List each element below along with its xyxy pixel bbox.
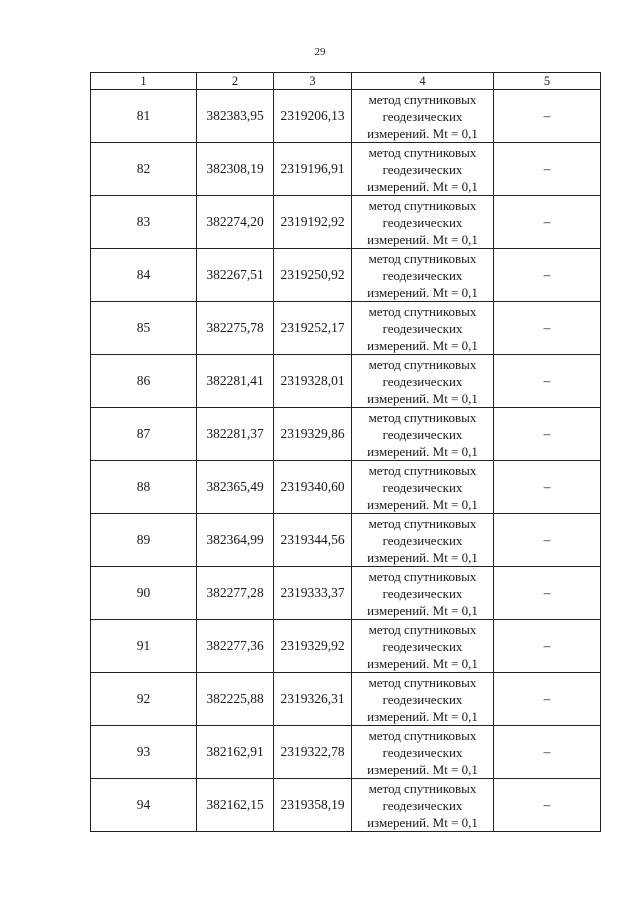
accuracy-cell: – [494,514,601,567]
accuracy-cell: – [494,673,601,726]
method-line: геодезических [382,744,463,760]
method-line: измерений. Mt = 0,1 [367,284,478,300]
header-cell-4: 4 [352,73,494,90]
table-row [91,461,601,514]
method-line: метод спутниковых [368,515,477,531]
method-cell [352,779,494,832]
coordinates-table [90,72,601,832]
method-line: метод спутниковых [368,568,477,584]
method-cell [352,620,494,673]
table-row [91,249,601,302]
method-line: геодезических [382,426,463,442]
x-coordinate-cell: 382274,20 [197,196,274,249]
y-coordinate-cell: 2319358,19 [274,779,352,832]
point-number-cell: 88 [91,461,197,514]
method-line: измерений. Mt = 0,1 [367,231,478,247]
method-line: метод спутниковых [368,356,477,372]
point-number-cell: 81 [91,90,197,143]
point-number-cell: 89 [91,514,197,567]
accuracy-cell: – [494,567,601,620]
x-coordinate-cell: 382383,95 [197,90,274,143]
point-number-cell: 84 [91,249,197,302]
table-body [91,90,601,832]
method-line: измерений. Mt = 0,1 [367,337,478,353]
method-line: геодезических [382,161,463,177]
method-cell [352,302,494,355]
table-row [91,90,601,143]
method-line: геодезических [382,214,463,230]
accuracy-cell: – [494,779,601,832]
header-cell-5: 5 [494,73,601,90]
method-cell [352,355,494,408]
y-coordinate-cell: 2319329,86 [274,408,352,461]
x-coordinate-cell: 382281,37 [197,408,274,461]
method-line: метод спутниковых [368,250,477,266]
accuracy-cell: – [494,249,601,302]
header-cell-2: 2 [197,73,274,90]
y-coordinate-cell: 2319206,13 [274,90,352,143]
x-coordinate-cell: 382277,28 [197,567,274,620]
table-row [91,673,601,726]
method-line: измерений. Mt = 0,1 [367,761,478,777]
y-coordinate-cell: 2319333,37 [274,567,352,620]
method-line: измерений. Mt = 0,1 [367,602,478,618]
accuracy-cell: – [494,461,601,514]
method-line: метод спутниковых [368,462,477,478]
point-number-cell: 85 [91,302,197,355]
method-line: измерений. Mt = 0,1 [367,125,478,141]
method-line: геодезических [382,532,463,548]
method-cell [352,461,494,514]
table-row [91,779,601,832]
method-line: измерений. Mt = 0,1 [367,549,478,565]
x-coordinate-cell: 382281,41 [197,355,274,408]
point-number-cell: 82 [91,143,197,196]
x-coordinate-cell: 382225,88 [197,673,274,726]
method-line: метод спутниковых [368,144,477,160]
y-coordinate-cell: 2319322,78 [274,726,352,779]
y-coordinate-cell: 2319250,92 [274,249,352,302]
point-number-cell: 94 [91,779,197,832]
x-coordinate-cell: 382308,19 [197,143,274,196]
y-coordinate-cell: 2319196,91 [274,143,352,196]
x-coordinate-cell: 382277,36 [197,620,274,673]
method-line: метод спутниковых [368,303,477,319]
method-cell [352,726,494,779]
method-line: геодезических [382,479,463,495]
x-coordinate-cell: 382275,78 [197,302,274,355]
accuracy-cell: – [494,620,601,673]
method-cell [352,408,494,461]
method-line: геодезических [382,585,463,601]
method-line: измерений. Mt = 0,1 [367,178,478,194]
accuracy-cell: – [494,408,601,461]
table-row [91,143,601,196]
y-coordinate-cell: 2319326,31 [274,673,352,726]
method-line: геодезических [382,638,463,654]
table-row [91,408,601,461]
accuracy-cell: – [494,726,601,779]
accuracy-cell: – [494,143,601,196]
table-header-row [91,73,601,90]
method-cell [352,249,494,302]
method-cell [352,567,494,620]
y-coordinate-cell: 2319192,92 [274,196,352,249]
method-line: геодезических [382,108,463,124]
point-number-cell: 87 [91,408,197,461]
method-line: метод спутниковых [368,621,477,637]
point-number-cell: 91 [91,620,197,673]
method-line: измерений. Mt = 0,1 [367,496,478,512]
y-coordinate-cell: 2319340,60 [274,461,352,514]
table-row [91,567,601,620]
method-line: измерений. Mt = 0,1 [367,814,478,830]
header-cell-1: 1 [91,73,197,90]
method-cell [352,143,494,196]
point-number-cell: 93 [91,726,197,779]
method-line: метод спутниковых [368,91,477,107]
method-line: метод спутниковых [368,780,477,796]
method-line: геодезических [382,797,463,813]
table-row [91,514,601,567]
method-line: геодезических [382,320,463,336]
accuracy-cell: – [494,90,601,143]
x-coordinate-cell: 382364,99 [197,514,274,567]
x-coordinate-cell: 382162,15 [197,779,274,832]
point-number-cell: 90 [91,567,197,620]
header-cell-3: 3 [274,73,352,90]
method-line: измерений. Mt = 0,1 [367,390,478,406]
method-cell [352,90,494,143]
table-row [91,726,601,779]
accuracy-cell: – [494,196,601,249]
method-line: метод спутниковых [368,674,477,690]
y-coordinate-cell: 2319344,56 [274,514,352,567]
table-row [91,620,601,673]
method-cell [352,514,494,567]
accuracy-cell: – [494,355,601,408]
y-coordinate-cell: 2319329,92 [274,620,352,673]
method-line: геодезических [382,267,463,283]
method-line: метод спутниковых [368,197,477,213]
table-row [91,302,601,355]
point-number-cell: 83 [91,196,197,249]
method-line: геодезических [382,691,463,707]
method-line: метод спутниковых [368,727,477,743]
point-number-cell: 92 [91,673,197,726]
accuracy-cell: – [494,302,601,355]
x-coordinate-cell: 382162,91 [197,726,274,779]
x-coordinate-cell: 382267,51 [197,249,274,302]
page-number: 29 [314,46,326,58]
method-line: геодезических [382,373,463,389]
method-line: измерений. Mt = 0,1 [367,655,478,671]
y-coordinate-cell: 2319328,01 [274,355,352,408]
method-line: измерений. Mt = 0,1 [367,708,478,724]
method-line: метод спутниковых [368,409,477,425]
table-row [91,196,601,249]
table-row [91,355,601,408]
method-cell [352,673,494,726]
method-cell [352,196,494,249]
point-number-cell: 86 [91,355,197,408]
y-coordinate-cell: 2319252,17 [274,302,352,355]
x-coordinate-cell: 382365,49 [197,461,274,514]
method-line: измерений. Mt = 0,1 [367,443,478,459]
